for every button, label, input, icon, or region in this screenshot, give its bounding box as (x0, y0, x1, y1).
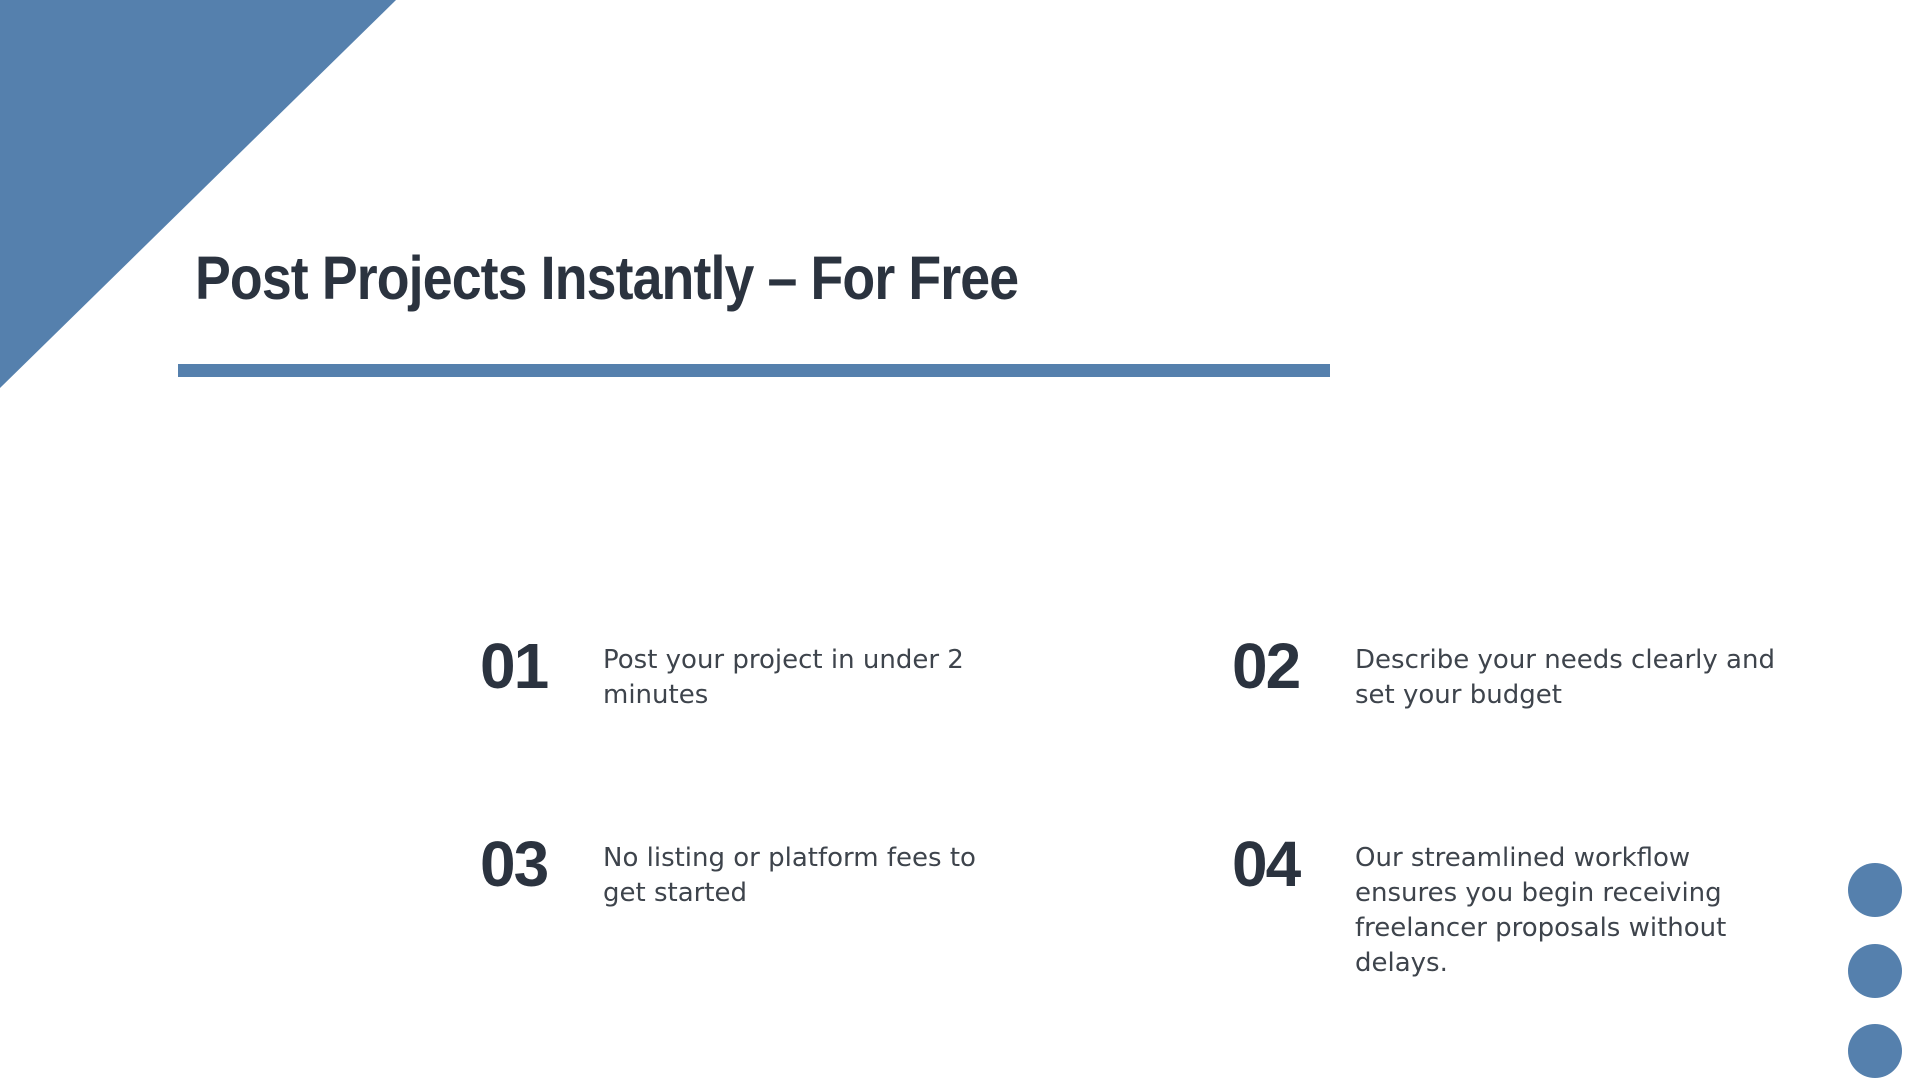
step-description-line: No listing or platform fees to (603, 843, 976, 873)
step-item-04 (1232, 828, 1727, 981)
step-item-02 (1232, 630, 1775, 713)
step-description-line: freelancer proposals without (1355, 913, 1727, 943)
side-dot-decoration (1848, 863, 1902, 917)
title-underline-bar (178, 364, 1330, 377)
corner-triangle-decoration (0, 0, 396, 388)
step-description-line: Post your project in under 2 (603, 645, 964, 675)
step-description-line: minutes (603, 680, 709, 710)
step-description (1355, 835, 1726, 981)
side-dot-decoration (1848, 944, 1902, 998)
step-description (603, 835, 976, 911)
step-number: 04 (1232, 828, 1300, 900)
step-number: 01 (480, 630, 548, 702)
step-description (603, 637, 964, 713)
step-description-line: delays. (1355, 948, 1448, 978)
step-description-line: Describe your needs clearly and (1355, 645, 1775, 675)
step-description (1355, 637, 1775, 713)
step-item-01 (480, 630, 964, 713)
step-number: 03 (480, 828, 548, 900)
step-description-line: get started (603, 878, 748, 908)
slide-title: Post Projects Instantly – For Free (195, 244, 1019, 312)
step-description-line: Our streamlined workflow (1355, 843, 1691, 873)
step-number: 02 (1232, 630, 1300, 702)
step-description-line: set your budget (1355, 680, 1562, 710)
step-description-line: ensures you begin receiving (1355, 878, 1722, 908)
side-dot-decoration (1848, 1024, 1902, 1078)
step-item-03 (480, 828, 976, 911)
